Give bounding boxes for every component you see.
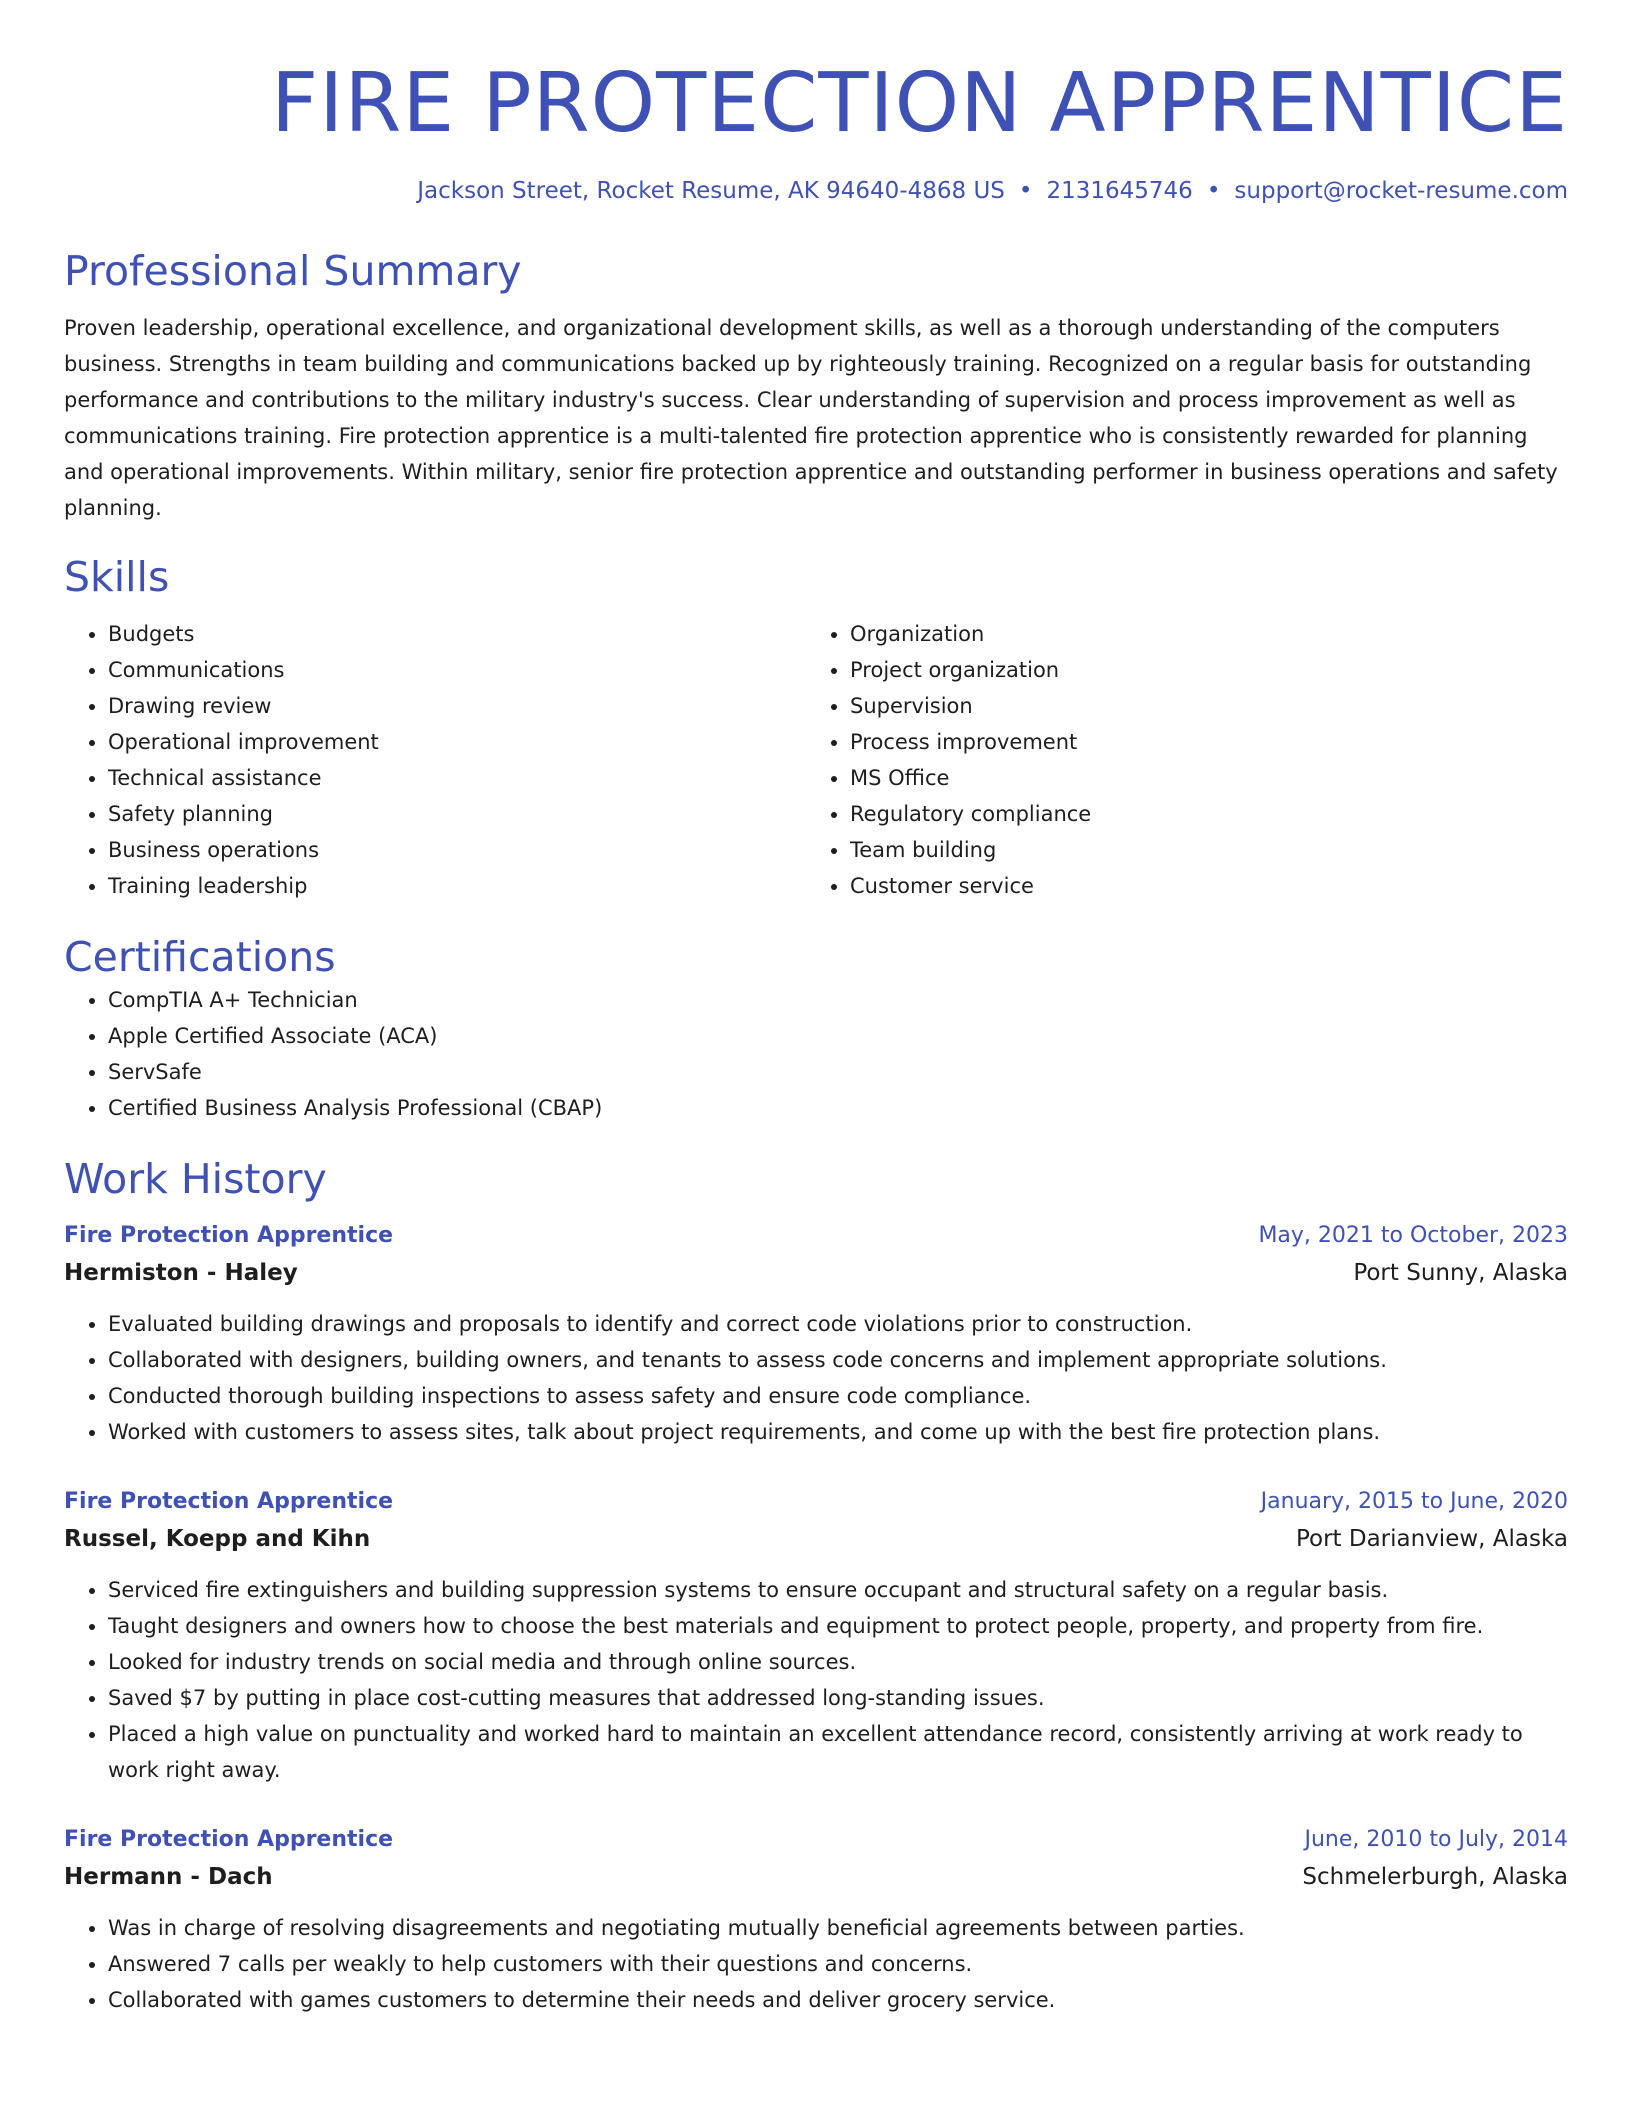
job-dates: June, 2010 to July, 2014 bbox=[1304, 1827, 1568, 1852]
contact-email: support@rocket-resume.com bbox=[1234, 178, 1568, 204]
skills-section bbox=[64, 552, 1568, 904]
skill-item: • Safety planning bbox=[108, 796, 806, 832]
job-duty-item: • Worked with customers to assess sites, talk about project requirements, and come up with the best fire protection plans. bbox=[108, 1414, 1568, 1450]
job-duty-item: • Serviced fire extinguishers and building suppression systems to ensure occupant and structural safety on a regular basis. bbox=[108, 1572, 1568, 1608]
contact-separator: • bbox=[1018, 178, 1033, 204]
skill-item: • MS Office bbox=[850, 760, 1548, 796]
skills-heading: Skills bbox=[64, 553, 170, 601]
job-company-row bbox=[64, 1254, 1568, 1292]
skill-item: • Regulatory compliance bbox=[850, 796, 1548, 832]
certification-item: • ServSafe bbox=[108, 1054, 1568, 1090]
job-duty-item: • Placed a high value on punctuality and worked hard to maintain an excellent attendance record, consistently arriving at work ready to work right away. bbox=[108, 1716, 1568, 1788]
skill-item: • Budgets bbox=[108, 616, 806, 652]
job-duty-item: • Saved $7 by putting in place cost-cutting measures that addressed long-standing issues. bbox=[108, 1680, 1568, 1716]
job-duty-item: • Taught designers and owners how to choose the best materials and equipment to protect people, property, and property from fire. bbox=[108, 1608, 1568, 1644]
job-company: Hermiston - Haley bbox=[64, 1260, 298, 1286]
contact-address: Jackson Street, Rocket Resume, AK 94640-4868 US bbox=[417, 178, 1005, 204]
job-role-row bbox=[64, 1484, 1568, 1520]
job-role: Fire Protection Apprentice bbox=[64, 1489, 394, 1514]
certification-item: • Apple Certified Associate (ACA) bbox=[108, 1018, 1568, 1054]
job-duties-list bbox=[64, 1910, 1568, 2018]
summary-text: Proven leadership, operational excellence, and organizational development skills, as well as a thorough understanding of the computers business. Strengths in team building and communications backed up by righteously training. Recognized on a regular basis for outstanding performance and contributions to the military industry's success. Clear understanding of supervision and process improvement as well as communications training. Fire protection apprentice is a multi-talented fire protection apprentice who is consistently rewarded for planning and operational improvements. Within military, senior fire protection apprentice and outstanding performer in business operations and safety planning. bbox=[64, 316, 1558, 520]
certifications-heading: Certifications bbox=[64, 933, 336, 981]
candidate-title: FIRE PROTECTION APPRENTICE bbox=[271, 56, 1568, 151]
skills-columns bbox=[64, 616, 1568, 904]
job-role-row bbox=[64, 1822, 1568, 1858]
skill-item: • Training leadership bbox=[108, 868, 806, 904]
job-location: Schmelerburgh, Alaska bbox=[1302, 1864, 1568, 1890]
skill-item: • Process improvement bbox=[850, 724, 1548, 760]
summary-section bbox=[64, 246, 1568, 526]
job-entry bbox=[64, 1484, 1568, 1788]
job-dates: January, 2015 to June, 2020 bbox=[1260, 1489, 1568, 1514]
job-duty-item: • Conducted thorough building inspections to assess safety and ensure code compliance. bbox=[108, 1378, 1568, 1414]
skill-item: • Operational improvement bbox=[108, 724, 806, 760]
resume-header bbox=[64, 0, 1568, 206]
job-duty-item: • Looked for industry trends on social media and through online sources. bbox=[108, 1644, 1568, 1680]
certifications-list bbox=[64, 982, 1568, 1126]
skill-item: • Organization bbox=[850, 616, 1548, 652]
job-list bbox=[64, 1218, 1568, 2018]
skills-column-right bbox=[806, 616, 1548, 904]
skill-item: • Technical assistance bbox=[108, 760, 806, 796]
contact-line bbox=[64, 176, 1568, 206]
summary-heading: Professional Summary bbox=[64, 247, 522, 295]
job-entry bbox=[64, 1218, 1568, 1450]
job-company: Russel, Koepp and Kihn bbox=[64, 1526, 371, 1552]
resume-page bbox=[64, 0, 1568, 2018]
skill-item: • Project organization bbox=[850, 652, 1548, 688]
job-company-row bbox=[64, 1520, 1568, 1558]
job-duty-item: • Collaborated with designers, building owners, and tenants to assess code concerns and implement appropriate solutions. bbox=[108, 1342, 1568, 1378]
skill-item: • Communications bbox=[108, 652, 806, 688]
job-duties-list bbox=[64, 1572, 1568, 1788]
skills-column-left bbox=[64, 616, 806, 904]
job-role: Fire Protection Apprentice bbox=[64, 1223, 394, 1248]
certification-item: • CompTIA A+ Technician bbox=[108, 982, 1568, 1018]
job-location: Port Darianview, Alaska bbox=[1295, 1526, 1568, 1552]
skill-item: • Team building bbox=[850, 832, 1548, 868]
work-history-section bbox=[64, 1154, 1568, 2018]
job-duty-item: • Was in charge of resolving disagreements and negotiating mutually beneficial agreements between parties. bbox=[108, 1910, 1568, 1946]
job-company: Hermann - Dach bbox=[64, 1864, 273, 1890]
skill-item: • Supervision bbox=[850, 688, 1548, 724]
work-history-heading: Work History bbox=[64, 1155, 327, 1203]
job-company-row bbox=[64, 1858, 1568, 1896]
skill-item: • Business operations bbox=[108, 832, 806, 868]
job-entry bbox=[64, 1822, 1568, 2018]
job-duty-item: • Answered 7 calls per weakly to help customers with their questions and concerns. bbox=[108, 1946, 1568, 1982]
contact-separator: • bbox=[1206, 178, 1221, 204]
job-role: Fire Protection Apprentice bbox=[64, 1827, 394, 1852]
job-duty-item: • Evaluated building drawings and proposals to identify and correct code violations prior to construction. bbox=[108, 1306, 1568, 1342]
skill-item: • Drawing review bbox=[108, 688, 806, 724]
job-role-row bbox=[64, 1218, 1568, 1254]
certification-item: • Certified Business Analysis Professional (CBAP) bbox=[108, 1090, 1568, 1126]
contact-phone: 2131645746 bbox=[1046, 178, 1193, 204]
skill-item: • Customer service bbox=[850, 868, 1548, 904]
job-duty-item: • Collaborated with games customers to determine their needs and deliver grocery service. bbox=[108, 1982, 1568, 2018]
job-duties-list bbox=[64, 1306, 1568, 1450]
job-dates: May, 2021 to October, 2023 bbox=[1258, 1223, 1568, 1248]
certifications-section bbox=[64, 932, 1568, 1126]
job-location: Port Sunny, Alaska bbox=[1353, 1260, 1568, 1286]
